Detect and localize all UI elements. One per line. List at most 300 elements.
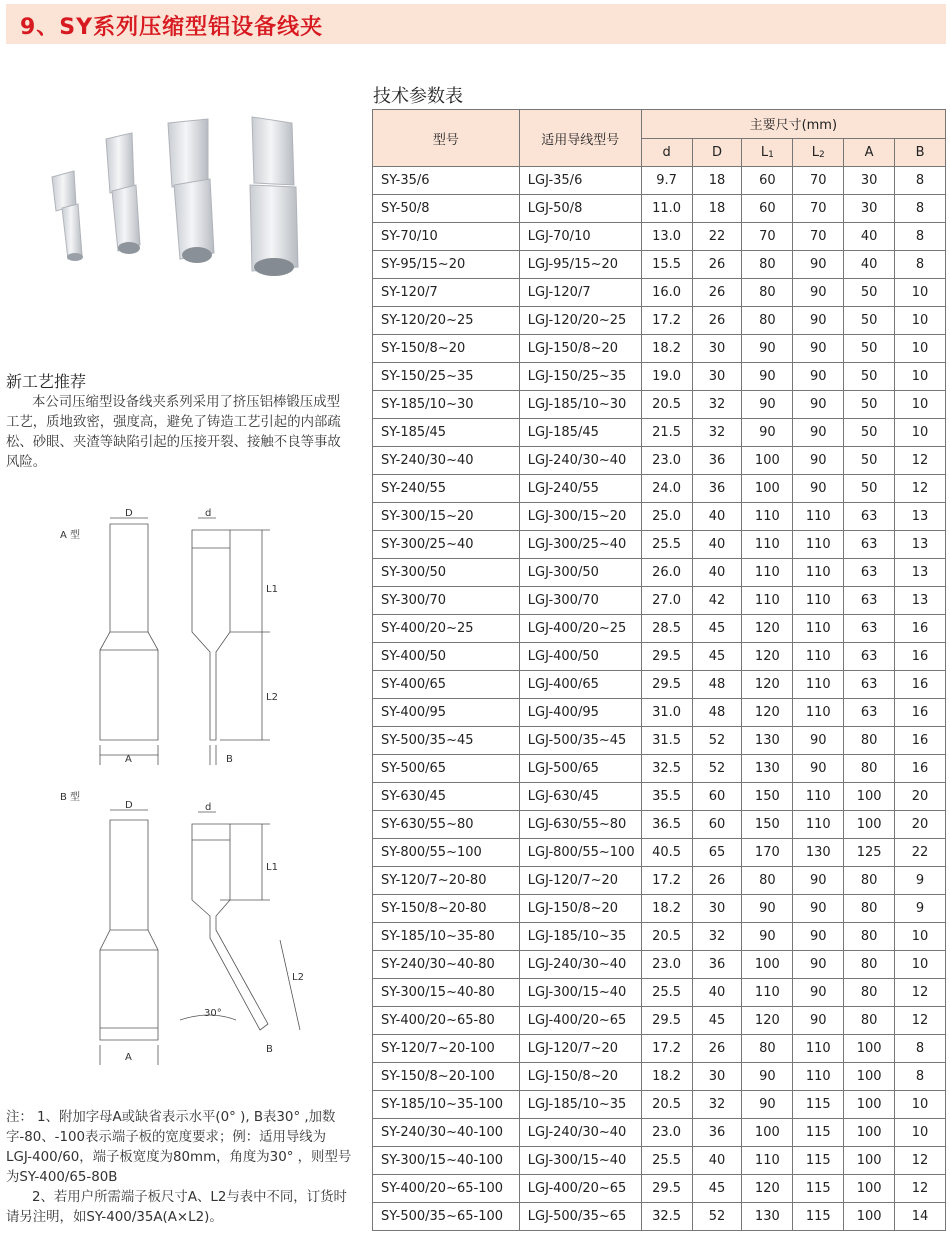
- table-cell: 20.5: [641, 1091, 692, 1119]
- table-cell: 40: [692, 531, 742, 559]
- table-cell: SY-400/20~65-80: [373, 1007, 520, 1035]
- table-cell: 45: [692, 1007, 742, 1035]
- table-cell: 90: [742, 895, 793, 923]
- table-cell: 90: [742, 335, 793, 363]
- table-cell: 100: [742, 951, 793, 979]
- table-cell: 80: [844, 923, 895, 951]
- table-cell: 26: [692, 867, 742, 895]
- table-cell: 29.5: [641, 643, 692, 671]
- type-b-front-view: [100, 810, 158, 1065]
- table-row: [373, 475, 946, 503]
- table-cell: LGJ-300/70: [519, 587, 641, 615]
- table-cell: 80: [844, 979, 895, 1007]
- table-cell: 65: [692, 839, 742, 867]
- table-cell: SY-400/50: [373, 643, 520, 671]
- table-cell: SY-240/30~40-80: [373, 951, 520, 979]
- table-cell: 63: [844, 559, 895, 587]
- table-row: [373, 1007, 946, 1035]
- table-cell: 100: [742, 475, 793, 503]
- table-cell: 50: [844, 307, 895, 335]
- table-cell: 12: [895, 979, 946, 1007]
- table-cell: LGJ-150/8~20: [519, 1063, 641, 1091]
- table-cell: SY-95/15~20: [373, 251, 520, 279]
- table-row: [373, 755, 946, 783]
- table-cell: 63: [844, 531, 895, 559]
- table-cell: 100: [844, 1035, 895, 1063]
- table-cell: LGJ-300/50: [519, 559, 641, 587]
- table-cell: 90: [793, 279, 844, 307]
- table-cell: 63: [844, 699, 895, 727]
- table-cell: 19.0: [641, 363, 692, 391]
- table-cell: 70: [793, 167, 844, 195]
- table-cell: 16: [895, 615, 946, 643]
- table-cell: LGJ-70/10: [519, 223, 641, 251]
- table-cell: 100: [844, 1147, 895, 1175]
- table-cell: 90: [742, 391, 793, 419]
- table-cell: 26: [692, 279, 742, 307]
- table-row: [373, 419, 946, 447]
- table-row: [373, 447, 946, 475]
- table-row: [373, 811, 946, 839]
- table-row: [373, 951, 946, 979]
- col-A-header: A: [844, 138, 895, 167]
- table-cell: 110: [793, 643, 844, 671]
- table-cell: 90: [793, 867, 844, 895]
- table-cell: 25.5: [641, 531, 692, 559]
- table-cell: 100: [844, 1175, 895, 1203]
- table-cell: 120: [742, 1175, 793, 1203]
- table-cell: 110: [742, 587, 793, 615]
- table-cell: SY-300/15~20: [373, 503, 520, 531]
- table-cell: 30: [692, 363, 742, 391]
- table-cell: 115: [793, 1175, 844, 1203]
- table-row: [373, 867, 946, 895]
- table-cell: 63: [844, 643, 895, 671]
- table-cell: 90: [742, 1091, 793, 1119]
- table-cell: 16: [895, 727, 946, 755]
- table-cell: LGJ-240/30~40: [519, 951, 641, 979]
- table-row: [373, 1203, 946, 1231]
- table-row: [373, 1147, 946, 1175]
- table-cell: 110: [742, 531, 793, 559]
- table-cell: 29.5: [641, 1007, 692, 1035]
- table-cell: 29.5: [641, 1175, 692, 1203]
- table-cell: LGJ-240/30~40: [519, 447, 641, 475]
- table-cell: 130: [742, 1203, 793, 1231]
- table-row: [373, 1035, 946, 1063]
- label-d-a: d: [205, 508, 212, 519]
- table-cell: 45: [692, 1175, 742, 1203]
- table-cell: 100: [844, 1063, 895, 1091]
- intro-paragraph: 本公司压缩型设备线夹系列采用了挤压铝棒锻压成型工艺，质地致密，强度高，避免了铸造工艺引起的内部疏松、砂眼、夹渣等缺陷引起的压接开裂、接触不良等事故风险。: [6, 395, 341, 470]
- label-D-b: D: [125, 800, 133, 811]
- table-cell: 90: [793, 363, 844, 391]
- table-cell: 90: [793, 951, 844, 979]
- table-cell: 21.5: [641, 419, 692, 447]
- table-cell: 26: [692, 1035, 742, 1063]
- table-cell: 100: [844, 1119, 895, 1147]
- table-cell: 50: [844, 279, 895, 307]
- table-cell: LGJ-400/20~65: [519, 1007, 641, 1035]
- label-L1-b: L1: [266, 862, 278, 873]
- table-cell: SY-150/8~20-100: [373, 1063, 520, 1091]
- table-cell: SY-240/30~40-100: [373, 1119, 520, 1147]
- table-cell: 110: [742, 559, 793, 587]
- table-row: [373, 587, 946, 615]
- table-cell: 16: [895, 699, 946, 727]
- table-cell: SY-400/95: [373, 699, 520, 727]
- table-cell: 16: [895, 643, 946, 671]
- table-cell: SY-150/25~35: [373, 363, 520, 391]
- table-cell: 120: [742, 615, 793, 643]
- table-cell: 40.5: [641, 839, 692, 867]
- table-cell: 110: [793, 811, 844, 839]
- table-cell: 32.5: [641, 755, 692, 783]
- table-cell: LGJ-500/35~65: [519, 1203, 641, 1231]
- table-cell: 110: [742, 979, 793, 1007]
- table-cell: 20.5: [641, 923, 692, 951]
- table-cell: 8: [895, 167, 946, 195]
- table-cell: LGJ-120/20~25: [519, 307, 641, 335]
- table-cell: 11.0: [641, 195, 692, 223]
- table-cell: 13: [895, 587, 946, 615]
- product-photo: [40, 105, 340, 290]
- table-cell: 32: [692, 391, 742, 419]
- table-cell: 90: [793, 895, 844, 923]
- table-cell: LGJ-800/55~100: [519, 839, 641, 867]
- table-cell: LGJ-185/45: [519, 419, 641, 447]
- table-cell: 31.0: [641, 699, 692, 727]
- table-cell: 110: [793, 783, 844, 811]
- table-cell: 9.7: [641, 167, 692, 195]
- table-cell: LGJ-400/65: [519, 671, 641, 699]
- table-cell: 13.0: [641, 223, 692, 251]
- table-cell: 110: [742, 1147, 793, 1175]
- table-cell: 90: [793, 419, 844, 447]
- table-cell: LGJ-300/15~40: [519, 1147, 641, 1175]
- table-row: [373, 531, 946, 559]
- clamp-large: [168, 119, 214, 263]
- table-cell: 100: [844, 1203, 895, 1231]
- table-cell: 70: [793, 223, 844, 251]
- table-cell: 36.5: [641, 811, 692, 839]
- type-a-label: A 型: [60, 530, 81, 541]
- table-row: [373, 363, 946, 391]
- table-cell: LGJ-300/15~20: [519, 503, 641, 531]
- table-cell: 26: [692, 307, 742, 335]
- table-cell: 120: [742, 1007, 793, 1035]
- table-cell: 32: [692, 923, 742, 951]
- table-cell: 36: [692, 1119, 742, 1147]
- table-cell: 80: [844, 951, 895, 979]
- table-cell: 90: [793, 447, 844, 475]
- table-cell: 20: [895, 783, 946, 811]
- table-cell: SY-240/30~40: [373, 447, 520, 475]
- table-cell: 12: [895, 1175, 946, 1203]
- section-heading: 新工艺推荐: [6, 372, 87, 391]
- label-D-a: D: [125, 508, 133, 519]
- table-cell: 50: [844, 475, 895, 503]
- table-cell: 13: [895, 559, 946, 587]
- table-cell: 20: [895, 811, 946, 839]
- table-cell: 23.0: [641, 951, 692, 979]
- table-row: [373, 727, 946, 755]
- table-cell: 90: [793, 307, 844, 335]
- table-cell: 14: [895, 1203, 946, 1231]
- table-cell: 120: [742, 699, 793, 727]
- table-row: [373, 643, 946, 671]
- table-cell: 63: [844, 615, 895, 643]
- table-cell: 80: [844, 755, 895, 783]
- table-cell: LGJ-400/20~25: [519, 615, 641, 643]
- label-d-b: d: [205, 802, 212, 813]
- table-cell: 90: [742, 1063, 793, 1091]
- table-cell: 80: [844, 867, 895, 895]
- table-cell: 80: [844, 727, 895, 755]
- table-cell: SY-240/55: [373, 475, 520, 503]
- label-A-b: A: [125, 1052, 132, 1063]
- table-cell: 23.0: [641, 447, 692, 475]
- table-cell: SY-300/15~40-80: [373, 979, 520, 1007]
- table-cell: 90: [793, 755, 844, 783]
- table-cell: LGJ-240/30~40: [519, 1119, 641, 1147]
- table-row: [373, 223, 946, 251]
- table-cell: 90: [793, 727, 844, 755]
- table-cell: 40: [692, 1147, 742, 1175]
- table-cell: 125: [844, 839, 895, 867]
- table-cell: 17.2: [641, 1035, 692, 1063]
- clamp-medium: [106, 133, 140, 254]
- table-cell: 40: [692, 979, 742, 1007]
- table-cell: 80: [742, 251, 793, 279]
- table-cell: 25.0: [641, 503, 692, 531]
- type-b-label: B 型: [60, 792, 81, 803]
- table-row: [373, 195, 946, 223]
- label-A-a: A: [125, 754, 132, 765]
- table-cell: SY-500/65: [373, 755, 520, 783]
- table-cell: 12: [895, 1007, 946, 1035]
- table-cell: LGJ-400/95: [519, 699, 641, 727]
- table-row: [373, 783, 946, 811]
- table-cell: LGJ-50/8: [519, 195, 641, 223]
- table-cell: 100: [844, 811, 895, 839]
- table-cell: 40: [692, 503, 742, 531]
- table-cell: 90: [742, 923, 793, 951]
- note-2: 2、若用户所需端子板尺寸A、L2与表中不同，订货时请另注明，如SY-400/35A(A×L2)。: [6, 1190, 347, 1225]
- table-cell: 10: [895, 419, 946, 447]
- table-cell: 50: [844, 391, 895, 419]
- table-cell: 110: [793, 699, 844, 727]
- col-conductor-header: 适用导线型号: [519, 110, 641, 167]
- table-cell: LGJ-185/10~35: [519, 923, 641, 951]
- table-cell: 15.5: [641, 251, 692, 279]
- table-row: [373, 279, 946, 307]
- table-cell: 8: [895, 1063, 946, 1091]
- table-cell: 12: [895, 447, 946, 475]
- table-row: [373, 251, 946, 279]
- title-banner: [6, 4, 946, 44]
- table-cell: 80: [844, 1007, 895, 1035]
- table-cell: 17.2: [641, 867, 692, 895]
- table-cell: 90: [793, 251, 844, 279]
- table-cell: SY-400/20~25: [373, 615, 520, 643]
- table-cell: 30: [692, 895, 742, 923]
- table-cell: SY-120/7: [373, 279, 520, 307]
- table-cell: 32.5: [641, 1203, 692, 1231]
- table-cell: 63: [844, 587, 895, 615]
- table-cell: LGJ-35/6: [519, 167, 641, 195]
- table-cell: 50: [844, 363, 895, 391]
- table-cell: 70: [793, 195, 844, 223]
- table-body: [373, 167, 946, 1231]
- table-row: [373, 1119, 946, 1147]
- table-cell: 35.5: [641, 783, 692, 811]
- table-cell: LGJ-150/25~35: [519, 363, 641, 391]
- table-cell: 25.5: [641, 979, 692, 1007]
- table-cell: LGJ-150/8~20: [519, 895, 641, 923]
- table-cell: LGJ-120/7~20: [519, 867, 641, 895]
- table-cell: 8: [895, 223, 946, 251]
- technical-drawing: [30, 500, 360, 1070]
- table-cell: 40: [692, 559, 742, 587]
- label-B-a: B: [226, 754, 233, 765]
- table-cell: 30: [692, 335, 742, 363]
- table-cell: LGJ-95/15~20: [519, 251, 641, 279]
- table-cell: LGJ-300/15~40: [519, 979, 641, 1007]
- table-cell: 63: [844, 503, 895, 531]
- table-cell: 27.0: [641, 587, 692, 615]
- table-row: [373, 1175, 946, 1203]
- table-cell: 80: [742, 279, 793, 307]
- table-cell: 110: [793, 503, 844, 531]
- table-cell: 36: [692, 475, 742, 503]
- table-cell: 130: [793, 839, 844, 867]
- table-cell: 90: [742, 419, 793, 447]
- table-cell: 110: [793, 587, 844, 615]
- label-L2-b: L2: [292, 972, 304, 983]
- table-cell: 18: [692, 167, 742, 195]
- note-1: 注： 1、附加字母A或缺省表示水平(0° ), B表30° ,加数字-80、-100表示端子板的宽度要求；例：适用导线为LGJ-400/60，端子板宽度为80mm，角度为30° ，则型号为SY-400/65-80B: [6, 1110, 352, 1185]
- table-cell: 10: [895, 279, 946, 307]
- table-cell: LGJ-185/10~30: [519, 391, 641, 419]
- table-cell: LGJ-400/50: [519, 643, 641, 671]
- col-D-header: D: [692, 138, 742, 167]
- table-cell: 18.2: [641, 895, 692, 923]
- type-b-side-view: [180, 812, 300, 1030]
- table-cell: 110: [793, 1063, 844, 1091]
- table-cell: 42: [692, 587, 742, 615]
- table-cell: 20.5: [641, 391, 692, 419]
- table-cell: SY-185/10~30: [373, 391, 520, 419]
- table-cell: 130: [742, 727, 793, 755]
- table-cell: LGJ-120/7: [519, 279, 641, 307]
- table-cell: SY-630/55~80: [373, 811, 520, 839]
- table-cell: 10: [895, 391, 946, 419]
- table-cell: 100: [844, 1091, 895, 1119]
- table-cell: 100: [844, 783, 895, 811]
- table-title: 技术参数表: [373, 86, 463, 107]
- col-model-header: 型号: [373, 110, 520, 167]
- table-cell: 13: [895, 531, 946, 559]
- table-cell: 22: [692, 223, 742, 251]
- table-cell: 18.2: [641, 335, 692, 363]
- table-cell: SY-185/10~35-100: [373, 1091, 520, 1119]
- label-B-b: B: [266, 1044, 273, 1055]
- table-cell: 80: [844, 895, 895, 923]
- col-main-dims-header: 主要尺寸(mm): [641, 110, 945, 139]
- table-cell: 10: [895, 307, 946, 335]
- table-cell: 32: [692, 1091, 742, 1119]
- page-title: 9、SY系列压缩型铝设备线夹: [20, 15, 324, 40]
- table-row: [373, 699, 946, 727]
- table-cell: LGJ-150/8~20: [519, 335, 641, 363]
- table-cell: 170: [742, 839, 793, 867]
- table-cell: 90: [793, 1007, 844, 1035]
- table-row: [373, 895, 946, 923]
- table-cell: 10: [895, 1091, 946, 1119]
- table-cell: 17.2: [641, 307, 692, 335]
- table-cell: 115: [793, 1203, 844, 1231]
- table-cell: SY-300/25~40: [373, 531, 520, 559]
- col-B-header: B: [895, 138, 946, 167]
- table-cell: LGJ-630/55~80: [519, 811, 641, 839]
- table-cell: SY-185/45: [373, 419, 520, 447]
- table-cell: 90: [793, 391, 844, 419]
- table-cell: 25.5: [641, 1147, 692, 1175]
- clamp-xlarge: [250, 117, 298, 276]
- table-cell: 80: [742, 867, 793, 895]
- table-cell: 8: [895, 195, 946, 223]
- table-cell: 90: [793, 923, 844, 951]
- table-cell: 70: [742, 223, 793, 251]
- table-cell: SY-400/20~65-100: [373, 1175, 520, 1203]
- table-cell: LGJ-400/20~65: [519, 1175, 641, 1203]
- table-cell: 10: [895, 335, 946, 363]
- table-cell: SY-120/20~25: [373, 307, 520, 335]
- table-cell: 12: [895, 475, 946, 503]
- table-row: [373, 923, 946, 951]
- table-cell: 110: [793, 1035, 844, 1063]
- table-cell: 30: [844, 195, 895, 223]
- table-cell: LGJ-185/10~35: [519, 1091, 641, 1119]
- table-cell: LGJ-120/7~20: [519, 1035, 641, 1063]
- table-row: [373, 1063, 946, 1091]
- table-cell: 10: [895, 923, 946, 951]
- table-cell: SY-150/8~20: [373, 335, 520, 363]
- table-cell: 115: [793, 1147, 844, 1175]
- table-cell: 31.5: [641, 727, 692, 755]
- col-d-header: d: [641, 138, 692, 167]
- table-row: [373, 671, 946, 699]
- table-cell: 22: [895, 839, 946, 867]
- table-cell: SY-300/70: [373, 587, 520, 615]
- table-cell: 60: [742, 195, 793, 223]
- table-row: [373, 335, 946, 363]
- table-cell: 115: [793, 1119, 844, 1147]
- table-cell: 63: [844, 671, 895, 699]
- label-L1-a: L1: [266, 584, 278, 595]
- table-cell: LGJ-630/45: [519, 783, 641, 811]
- table-cell: 48: [692, 699, 742, 727]
- table-cell: 110: [793, 671, 844, 699]
- table-cell: 90: [793, 979, 844, 1007]
- table-cell: 45: [692, 615, 742, 643]
- table-cell: SY-50/8: [373, 195, 520, 223]
- table-row: [373, 391, 946, 419]
- table-cell: 26.0: [641, 559, 692, 587]
- table-cell: 45: [692, 643, 742, 671]
- table-cell: 23.0: [641, 1119, 692, 1147]
